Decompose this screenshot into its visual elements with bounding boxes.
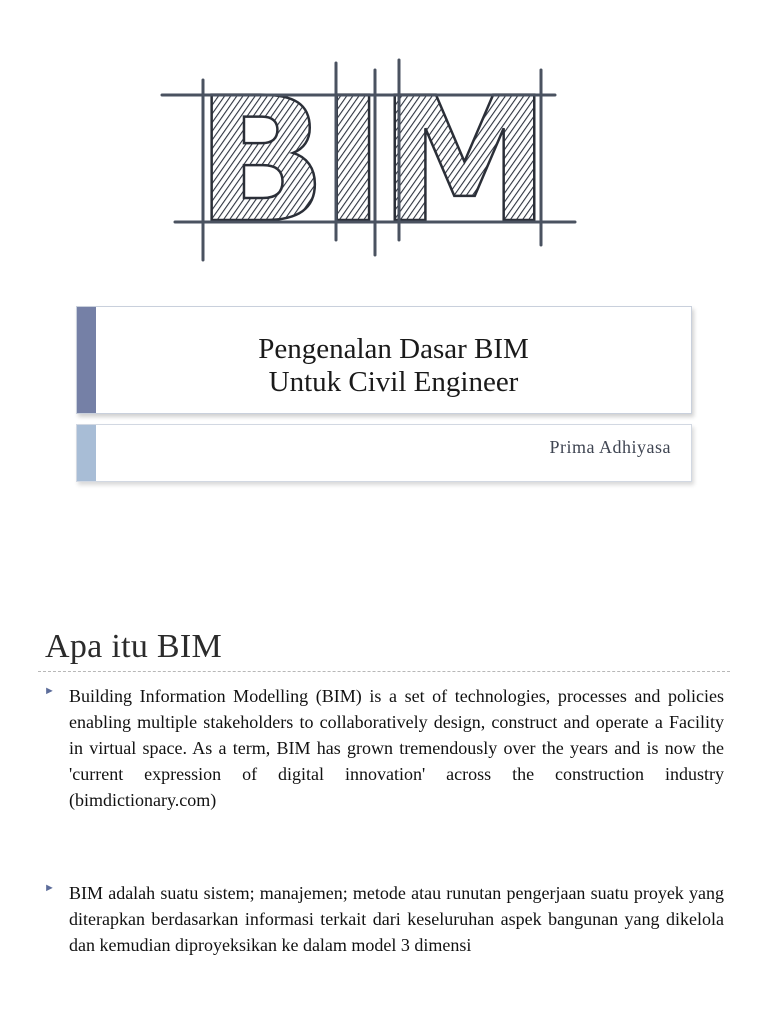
slide-title xyxy=(96,333,691,399)
bullet-item xyxy=(44,683,724,813)
bullet-item xyxy=(44,880,724,958)
title-line-1: Pengenalan Dasar BIM xyxy=(258,333,529,365)
subtitle-accent-bar xyxy=(77,425,96,481)
subtitle-box xyxy=(76,424,692,482)
section-heading: Apa itu BIM xyxy=(45,628,223,665)
bullet-text: Building Information Modelling (BIM) is a set of technologies, processes and policies enabling multiple stakeholders to collaboratively design, construct and operate a Facility in virtual space. As a term, BIM has grown tremendously over the years and is now the 'current expression of digital innovation' across the construction industry (bimdictionary.com) xyxy=(69,686,724,810)
author-name: Prima Adhiyasa xyxy=(549,437,671,457)
bullet-text: BIM adalah suatu sistem; manajemen; metode atau runutan pengerjaan suatu proyek yang diterapkan berdasarkan informasi terkait dari keseluruhan aspek bangunan yang dikelola dan kemudian diproyeksikan ke dalam model 3 dimensi xyxy=(69,883,724,955)
title-accent-bar xyxy=(77,307,96,413)
triangle-right-icon: ► xyxy=(44,685,55,697)
title-line-2: Untuk Civil Engineer xyxy=(268,366,519,398)
triangle-right-icon: ► xyxy=(44,882,55,894)
bim-logo xyxy=(155,55,585,270)
title-box xyxy=(76,306,692,414)
logo-letters: BIM xyxy=(195,60,545,261)
heading-divider xyxy=(38,671,730,672)
